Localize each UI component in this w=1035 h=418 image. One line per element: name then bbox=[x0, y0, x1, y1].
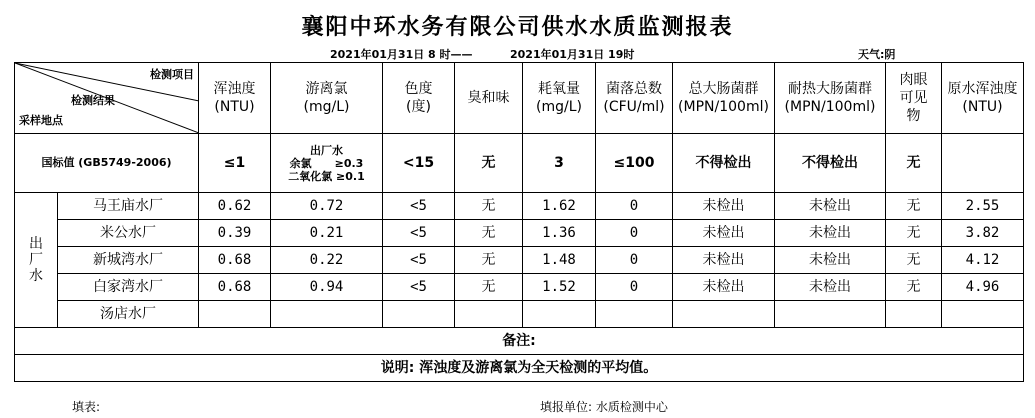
cell-oxygen bbox=[523, 301, 596, 328]
plant-name: 新城湾水厂 bbox=[58, 247, 199, 274]
col-header: 耗氧量 (mg/L) bbox=[523, 63, 596, 134]
table-row bbox=[15, 247, 1024, 274]
cell-raw-turbidity bbox=[942, 301, 1024, 328]
remark-label: 备注: bbox=[15, 328, 1024, 355]
cell-colonies bbox=[596, 301, 673, 328]
std-coliform: 不得检出 bbox=[673, 134, 775, 193]
standard-row bbox=[15, 134, 1024, 193]
cell-oxygen: 1.36 bbox=[523, 220, 596, 247]
cell-chlorine: 0.94 bbox=[271, 274, 383, 301]
explain-text: 说明: 浑浊度及游离氯为全天检测的平均值。 bbox=[15, 355, 1024, 382]
cell-coliform bbox=[673, 301, 775, 328]
cell-odor bbox=[455, 301, 523, 328]
std-chlorine-l2: 余氯 ≥0.3 bbox=[289, 156, 364, 170]
plant-name: 马王庙水厂 bbox=[58, 193, 199, 220]
cell-visible: 无 bbox=[886, 220, 942, 247]
cell-raw-turbidity: 3.82 bbox=[942, 220, 1024, 247]
cell-odor: 无 bbox=[455, 247, 523, 274]
cell-odor: 无 bbox=[455, 193, 523, 220]
std-color: <15 bbox=[383, 134, 455, 193]
cell-chlorine: 0.22 bbox=[271, 247, 383, 274]
cell-coliform: 未检出 bbox=[673, 220, 775, 247]
cell-oxygen: 1.62 bbox=[523, 193, 596, 220]
cell-oxygen: 1.48 bbox=[523, 247, 596, 274]
std-chlorine-l1: 出厂水 bbox=[310, 143, 343, 157]
group-label: 出 厂 水 bbox=[15, 193, 58, 328]
col-header: 浑浊度 (NTU) bbox=[199, 63, 271, 134]
standard-label: 国标值 (GB5749-2006) bbox=[15, 134, 199, 193]
cell-color: <5 bbox=[383, 220, 455, 247]
plant-name: 米公水厂 bbox=[58, 220, 199, 247]
cell-color bbox=[383, 301, 455, 328]
cell-coliform: 未检出 bbox=[673, 247, 775, 274]
time-start: 2021年01月31日 8 时—— bbox=[330, 48, 473, 61]
cell-thermo bbox=[775, 301, 886, 328]
cell-turbidity: 0.62 bbox=[199, 193, 271, 220]
col-header: 色度 (度) bbox=[383, 63, 455, 134]
cell-turbidity: 0.39 bbox=[199, 220, 271, 247]
cell-colonies: 0 bbox=[596, 274, 673, 301]
footer-unit: 填报单位: 水质检测中心 bbox=[540, 400, 668, 414]
table-row bbox=[15, 193, 1024, 220]
diagonal-header-cell bbox=[15, 63, 199, 134]
std-chlorine-l3: 二氧化氯 ≥0.1 bbox=[288, 169, 365, 183]
std-chlorine bbox=[271, 134, 383, 193]
cell-thermo: 未检出 bbox=[775, 274, 886, 301]
col-header: 臭和味 bbox=[455, 63, 523, 134]
plant-name: 白家湾水厂 bbox=[58, 274, 199, 301]
cell-odor: 无 bbox=[455, 274, 523, 301]
cell-colonies: 0 bbox=[596, 193, 673, 220]
plant-name: 汤店水厂 bbox=[58, 301, 199, 328]
col-header: 原水浑浊度 (NTU) bbox=[942, 63, 1024, 134]
cell-raw-turbidity: 4.12 bbox=[942, 247, 1024, 274]
cell-color: <5 bbox=[383, 247, 455, 274]
report-table bbox=[14, 62, 1024, 382]
table-row bbox=[15, 274, 1024, 301]
cell-coliform: 未检出 bbox=[673, 274, 775, 301]
time-end: 2021年01月31日 19时 bbox=[510, 48, 635, 61]
cell-oxygen: 1.52 bbox=[523, 274, 596, 301]
cell-color: <5 bbox=[383, 193, 455, 220]
col-header: 菌落总数 (CFU/ml) bbox=[596, 63, 673, 134]
table-row bbox=[15, 220, 1024, 247]
cell-chlorine bbox=[271, 301, 383, 328]
cell-chlorine: 0.72 bbox=[271, 193, 383, 220]
cell-color: <5 bbox=[383, 274, 455, 301]
weather: 天气:阴 bbox=[858, 48, 896, 61]
table-row bbox=[15, 301, 1024, 328]
std-colonies: ≤100 bbox=[596, 134, 673, 193]
cell-turbidity bbox=[199, 301, 271, 328]
cell-colonies: 0 bbox=[596, 220, 673, 247]
diag-item-label: 检测项目 bbox=[150, 68, 194, 81]
std-oxygen: 3 bbox=[523, 134, 596, 193]
std-visible: 无 bbox=[886, 134, 942, 193]
col-header: 耐热大肠菌群 (MPN/100ml) bbox=[775, 63, 886, 134]
header-row bbox=[15, 63, 1024, 134]
cell-thermo: 未检出 bbox=[775, 247, 886, 274]
cell-chlorine: 0.21 bbox=[271, 220, 383, 247]
std-turbidity: ≤1 bbox=[199, 134, 271, 193]
cell-thermo: 未检出 bbox=[775, 220, 886, 247]
cell-turbidity: 0.68 bbox=[199, 247, 271, 274]
col-header: 游离氯 (mg/L) bbox=[271, 63, 383, 134]
cell-visible: 无 bbox=[886, 247, 942, 274]
diag-result-label: 检测结果 bbox=[71, 94, 115, 107]
diag-site-label: 采样地点 bbox=[19, 114, 63, 127]
std-odor: 无 bbox=[455, 134, 523, 193]
cell-coliform: 未检出 bbox=[673, 193, 775, 220]
cell-visible: 无 bbox=[886, 274, 942, 301]
cell-visible bbox=[886, 301, 942, 328]
cell-visible: 无 bbox=[886, 193, 942, 220]
remark-row bbox=[15, 328, 1024, 355]
footer-fill: 填表: bbox=[72, 400, 101, 414]
std-thermo: 不得检出 bbox=[775, 134, 886, 193]
cell-thermo: 未检出 bbox=[775, 193, 886, 220]
cell-odor: 无 bbox=[455, 220, 523, 247]
cell-raw-turbidity: 4.96 bbox=[942, 274, 1024, 301]
std-raw-empty bbox=[942, 134, 1024, 193]
col-header: 肉眼 可见 物 bbox=[886, 63, 942, 134]
cell-raw-turbidity: 2.55 bbox=[942, 193, 1024, 220]
explain-row bbox=[15, 355, 1024, 382]
cell-turbidity: 0.68 bbox=[199, 274, 271, 301]
col-header: 总大肠菌群 (MPN/100ml) bbox=[673, 63, 775, 134]
cell-colonies: 0 bbox=[596, 247, 673, 274]
report-title: 襄阳中环水务有限公司供水水质监测报表 bbox=[301, 15, 734, 40]
